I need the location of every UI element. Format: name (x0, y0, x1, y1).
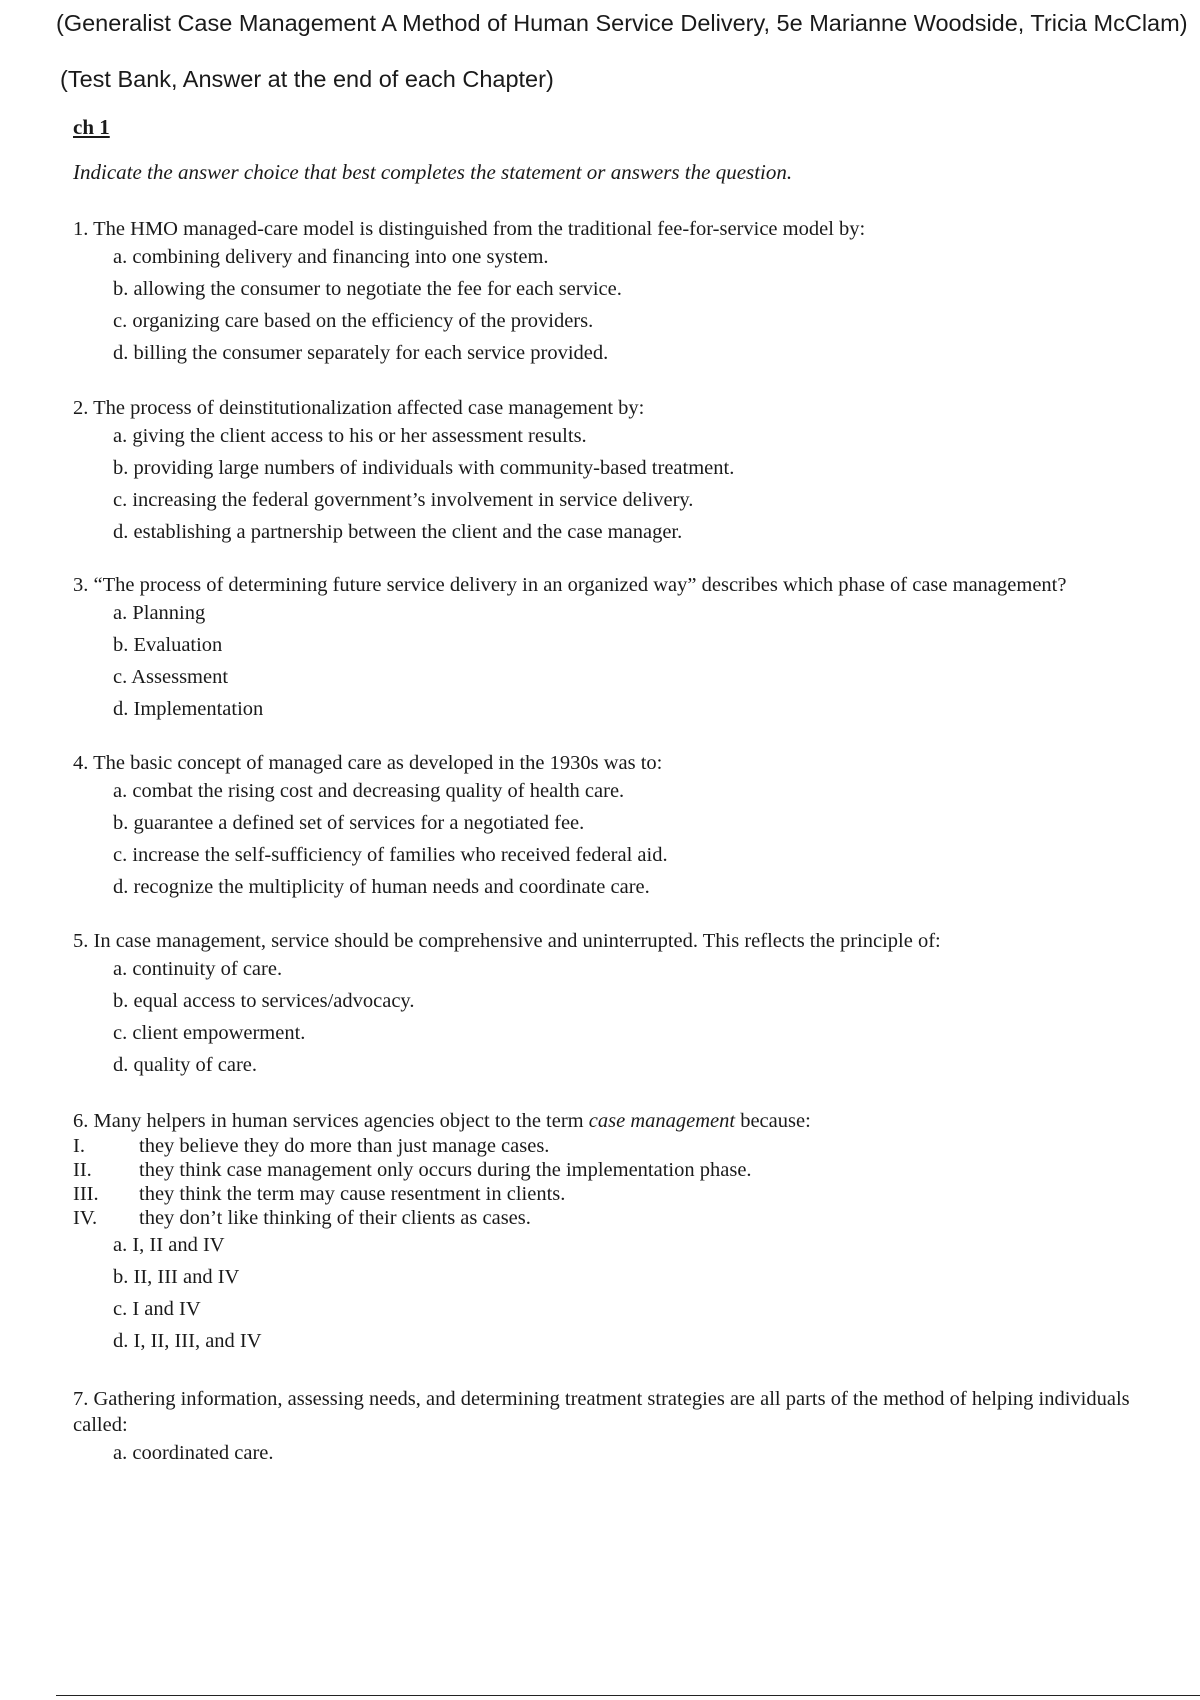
question-text: In case management, service should be comprehensive and uninterrupted. This reflects the principle of: (93, 930, 941, 952)
choice-a: a. combining delivery and financing into one system. (113, 246, 549, 268)
question-stem (73, 572, 1183, 598)
choice-b: b. II, III and IV (113, 1266, 240, 1288)
choice-d: d. I, II, III, and IV (113, 1330, 262, 1352)
document-subtitle: (Test Bank, Answer at the end of each Chapter) (60, 66, 554, 92)
choice-d: d. establishing a partnership between the client and the case manager. (113, 521, 683, 543)
choice-c: c. Assessment (113, 666, 229, 688)
question-7 (73, 1386, 1183, 1470)
statement-iv: IV. they don’t like thinking of their clients as cases. (73, 1207, 531, 1229)
question-1 (73, 216, 1183, 370)
question-stem (73, 1386, 1183, 1438)
choice-b: b. equal access to services/advocacy. (113, 990, 415, 1012)
question-number: 5. (73, 930, 89, 952)
question-number: 2. (73, 397, 89, 419)
question-number: 3. (73, 574, 89, 596)
question-3 (73, 572, 1183, 726)
choice-d: d. recognize the multiplicity of human needs and coordinate care. (113, 876, 650, 898)
question-text: “The process of determining future service delivery in an organized way” describes which phase of case management? (93, 574, 1067, 596)
question-number: 1. (73, 218, 89, 240)
statement-ii: II. they think case management only occurs during the implementation phase. (73, 1159, 752, 1181)
question-number: 4. (73, 752, 89, 774)
choice-a: a. continuity of care. (113, 958, 283, 980)
question-stem (73, 216, 1183, 242)
choice-c: c. I and IV (113, 1298, 201, 1320)
choice-b: b. guarantee a defined set of services for a negotiated fee. (113, 812, 585, 834)
question-text-end: because: (740, 1110, 811, 1132)
choice-c: c. increasing the federal government’s involvement in service delivery. (113, 489, 694, 511)
question-stem (73, 395, 1183, 421)
choice-a: a. Planning (113, 602, 206, 624)
choice-b: b. Evaluation (113, 634, 223, 656)
question-text: Gathering information, assessing needs, and determining treatment strategies are all parts of the method of helping individuals called: (73, 1388, 1130, 1436)
chapter-heading: ch 1 (73, 115, 110, 139)
question-text: The basic concept of managed care as developed in the 1930s was to: (93, 752, 663, 774)
document-title: (Generalist Case Management A Method of Human Service Delivery, 5e Marianne Woodside, Tricia McClam) (56, 10, 1188, 36)
question-text: The process of deinstitutionalization affected case management by: (93, 397, 645, 419)
choice-d: d. Implementation (113, 698, 264, 720)
choice-d: d. billing the consumer separately for each service provided. (113, 342, 609, 364)
choice-a: a. I, II and IV (113, 1234, 225, 1256)
instructions: Indicate the answer choice that best completes the statement or answers the question. (73, 160, 793, 184)
choice-d: d. quality of care. (113, 1054, 258, 1076)
statement-iii: III. they think the term may cause resentment in clients. (73, 1183, 566, 1205)
choice-a: a. giving the client access to his or her assessment results. (113, 425, 587, 447)
question-6 (73, 1108, 1183, 1358)
choice-a: a. coordinated care. (113, 1442, 274, 1464)
statement-i: I. they believe they do more than just manage cases. (73, 1135, 550, 1157)
choice-c: c. client empowerment. (113, 1022, 306, 1044)
question-emphasis: case management (588, 1110, 736, 1132)
question-stem (73, 750, 1183, 776)
question-4 (73, 750, 1183, 904)
question-stem (73, 1108, 1183, 1134)
choice-a: a. combat the rising cost and decreasing quality of health care. (113, 780, 625, 802)
question-text: Many helpers in human services agencies object to the term (93, 1110, 584, 1132)
footer-divider (56, 1695, 1200, 1696)
question-5 (73, 928, 1183, 1082)
question-number: 7. (73, 1388, 89, 1410)
question-2 (73, 395, 1183, 549)
question-text: The HMO managed-care model is distinguished from the traditional fee-for-service model by: (93, 218, 866, 240)
choice-c: c. organizing care based on the efficiency of the providers. (113, 310, 594, 332)
choice-b: b. allowing the consumer to negotiate the fee for each service. (113, 278, 622, 300)
choice-c: c. increase the self-sufficiency of families who received federal aid. (113, 844, 668, 866)
question-number: 6. (73, 1110, 89, 1132)
question-stem (73, 928, 1183, 954)
choice-b: b. providing large numbers of individuals with community-based treatment. (113, 457, 735, 479)
